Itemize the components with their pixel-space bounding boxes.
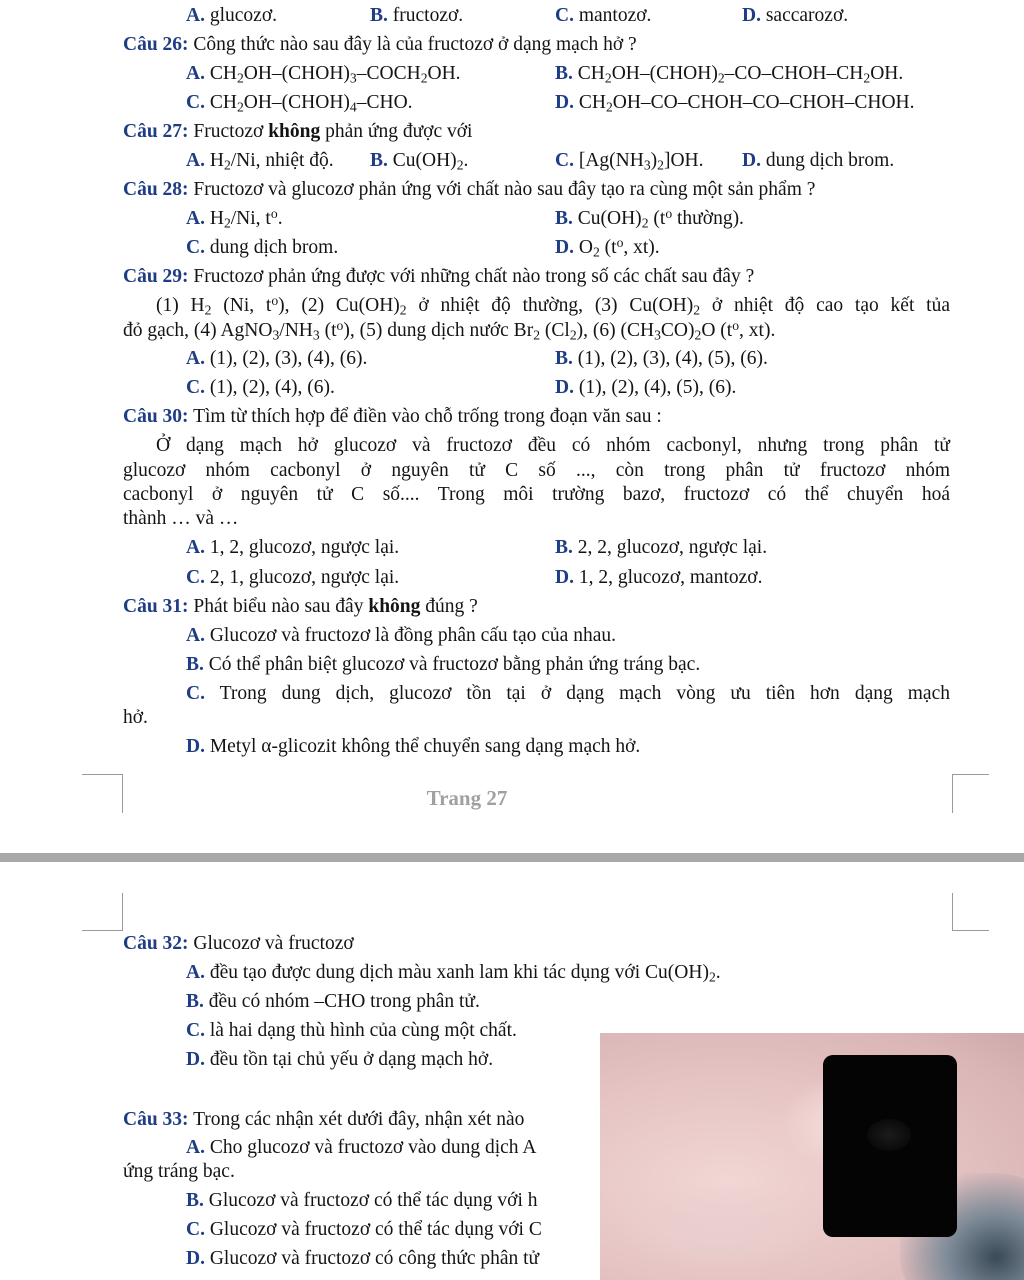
q28-option-a: A. $H_2/Ni$, $t^o$. — [186, 205, 283, 231]
q26-option-d: D. $CH_2OH-CO-CHOH-CO-CHOH$–CHOH. — [555, 92, 915, 115]
q30-option-c: C. 2, 1, glucozơ, ngược lại. — [186, 567, 400, 588]
q32-option-b: B. đều có nhóm –CHO trong phân tử. — [186, 991, 480, 1012]
q27-option-d: D. dung dịch brom. — [742, 150, 895, 171]
q30-paragraph-line-4: thành … và … — [123, 508, 239, 529]
blurred-photo-overlay — [600, 1033, 1024, 1280]
q28-option-d: D. $O_2$ ($t^o$, xt). — [555, 234, 660, 260]
q33-option-b: B. Glucozơ và fructozơ có thể tác dụng với h — [186, 1190, 538, 1211]
q29-stem: Câu 29: Fructozơ phản ứng được với những chất nào trong số các chất sau đây ? — [123, 266, 755, 287]
q31-option-b: B. Có thể phân biệt glucozơ và fructozơ bằng phản ứng tráng bạc. — [186, 654, 701, 675]
q33-stem: Câu 33: Trong các nhận xét dưới đây, nhận xét nào — [123, 1109, 525, 1130]
q27-stem: Câu 27: Fructozơ không phản ứng được với — [123, 121, 473, 142]
q31-option-d: D. Metyl α-glicozit không thể chuyển sang dạng mạch hở. — [186, 736, 641, 757]
q27-option-a: A. $H_2/Ni$, nhiệt độ. — [186, 150, 334, 173]
q28-option-b: B. $Cu(OH)_2$ ($t^o$ thường). — [555, 205, 744, 231]
q25-option-b: B. fructozơ. — [370, 5, 464, 26]
q30-paragraph-line-1: Ở dạng mạch hở glucozơ và fructozơ đều có nhóm cacbonyl, nhưng trong phân tử — [156, 435, 950, 456]
q33-option-a: A. Cho glucozơ và fructozơ vào dung dịch A — [186, 1137, 537, 1158]
q32-option-c: C. là hai dạng thù hình của cùng một chất. — [186, 1020, 517, 1041]
q32-option-a: A. đều tạo được dung dịch màu xanh lam khi tác dụng với $Cu(OH)_2$. — [186, 962, 721, 985]
q27-option-c: C. $[Ag(NH_3)_2]OH$. — [555, 150, 704, 173]
q29-list-line-2: đỏ gạch, (4) $AgNO_3/NH_3$ $(t^o)$, (5) dung dịch nước $Br_2$ $(Cl_2)$, (6) $(CH_3CO)_2O$ ($t^o$, xt). — [123, 317, 776, 343]
q31-option-c-continued: hở. — [123, 707, 148, 728]
page-gap-divider — [0, 853, 1024, 862]
q33-option-d: D. Glucozơ và fructozơ có công thức phân tử — [186, 1248, 540, 1269]
q30-paragraph-line-3: cacbonyl ở nguyên tử C số.... Trong môi trường bazơ, fructozơ có thể chuyển hoá — [123, 484, 950, 505]
q33-option-c: C. Glucozơ và fructozơ có thể tác dụng với C — [186, 1219, 542, 1240]
q30-option-d: D. 1, 2, glucozơ, mantozơ. — [555, 567, 763, 588]
phone-silhouette — [823, 1055, 957, 1237]
q32-option-d: D. đều tồn tại chủ yếu ở dạng mạch hở. — [186, 1049, 494, 1070]
q25-option-a: A. glucozơ. — [186, 5, 278, 26]
q26-option-b: B. $CH_2OH-(CHOH)_2-CO-CHOH-CH_2OH$. — [555, 63, 904, 86]
q30-stem: Câu 30: Tìm từ thích hợp để điền vào chỗ trống trong đoạn văn sau : — [123, 406, 662, 427]
q30-option-a: A. 1, 2, glucozơ, ngược lại. — [186, 537, 400, 558]
q29-option-c: C. (1), (2), (4), (6). — [186, 377, 335, 398]
crop-mark-top-right — [952, 774, 989, 813]
q33-option-a-continued: ứng tráng bạc. — [123, 1161, 235, 1182]
crop-mark-bottom-right — [952, 893, 989, 931]
q29-option-b: B. (1), (2), (3), (4), (5), (6). — [555, 348, 768, 369]
q32-stem: Câu 32: Glucozơ và fructozơ — [123, 933, 354, 954]
page-number-footer: Trang 27 — [426, 786, 508, 810]
q26-stem: Câu 26: Công thức nào sau đây là của fructozơ ở dạng mạch hở ? — [123, 34, 637, 55]
crop-mark-bottom-left — [82, 893, 123, 931]
q29-option-d: D. (1), (2), (4), (5), (6). — [555, 377, 737, 398]
q31-option-c: C. Trong dung dịch, glucozơ tồn tại ở dạng mạch vòng ưu tiên hơn dạng mạch — [186, 683, 950, 704]
photo-soft-region — [620, 1183, 820, 1273]
q26-option-c: C. $CH_2OH-(CHOH)_4$–CHO. — [186, 92, 413, 115]
q28-stem: Câu 28: Fructozơ và glucozơ phản ứng với chất nào sau đây tạo ra cùng một sản phẩm ? — [123, 179, 816, 200]
q26-option-a: A. $CH_2OH-(CHOH)_3-COCH_2OH$. — [186, 63, 461, 86]
q29-option-a: A. (1), (2), (3), (4), (6). — [186, 348, 368, 369]
q30-option-b: B. 2, 2, glucozơ, ngược lại. — [555, 537, 768, 558]
q29-list-line-1: (1) $H_2$ (Ni, $t^o$), (2) $Cu(OH)_2$ ở nhiệt độ thường, (3) $Cu(OH)_2$ ở nhiệt độ cao tạo kết tủa — [156, 292, 950, 318]
q28-option-c: C. dung dịch brom. — [186, 237, 339, 258]
q31-option-a: A. Glucozơ và fructozơ là đồng phân cấu tạo của nhau. — [186, 625, 616, 646]
q25-option-c: C. mantozơ. — [555, 5, 652, 26]
phone-reflection — [867, 1119, 911, 1151]
q30-paragraph-line-2: glucozơ nhóm cacbonyl ở nguyên tử C số ..., còn trong phân tử fructozơ nhóm — [123, 460, 950, 481]
q25-option-d: D. saccarozơ. — [742, 5, 849, 26]
q31-stem: Câu 31: Phát biểu nào sau đây không đúng ? — [123, 596, 478, 617]
q27-option-b: B. $Cu(OH)_2$. — [370, 150, 469, 173]
